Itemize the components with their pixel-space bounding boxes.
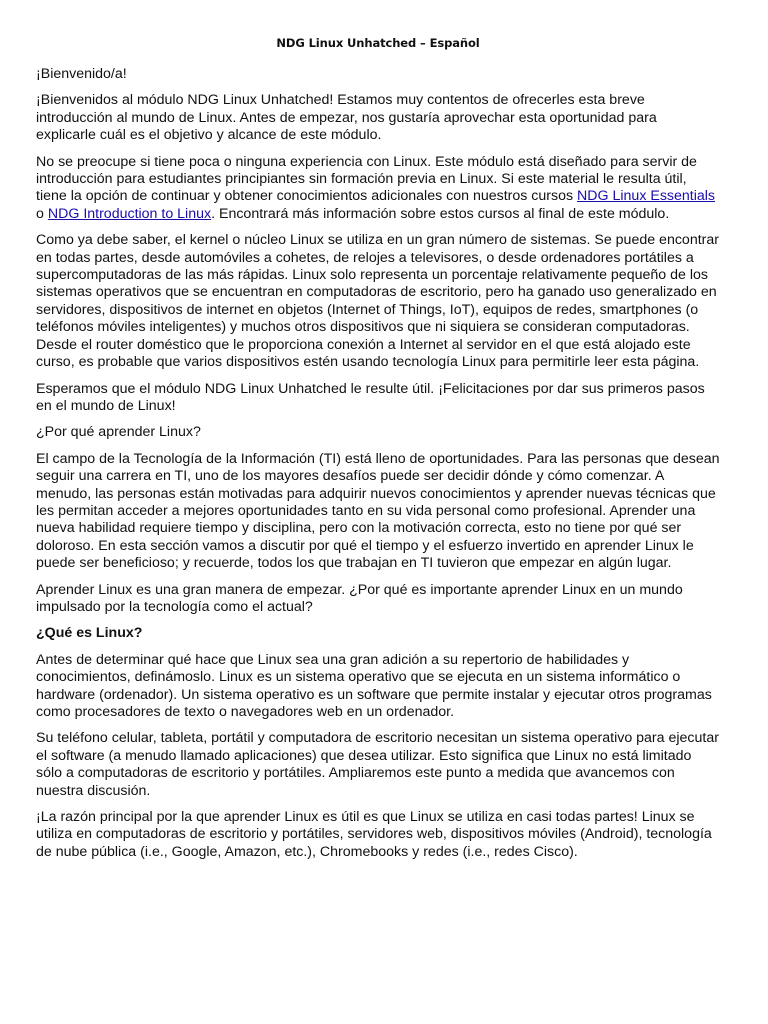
experience-text-middle: o [36,205,48,222]
greeting-paragraph: ¡Bienvenido/a! [36,66,127,82]
devices-paragraph: Su teléfono celular, tableta, portátil y computadora de escritorio necesitan un sistema operativo para ejecutar el software (a menudo llamado aplicaciones) que desea utilizar. Esto significa que Linux no está limitado sólo a computadoras de escritorio y portátiles. Ampliaremos este punto a medida que avancemos con nuestra discusión. [36,730,719,799]
why-learn-linux-question: ¿Por qué aprender Linux? [36,424,201,441]
experience-paragraph [36,154,720,224]
intro-paragraph: ¡Bienvenidos al módulo NDG Linux Unhatched! Estamos muy contentos de ofrecerles esta breve introducción al mundo de Linux. Antes de empezar, nos gustaría aprovechar esta oportunidad para explicarle cuál es el objetivo y alcance de este módulo. [36,92,657,144]
it-field-paragraph: El campo de la Tecnología de la Información (TI) está lleno de oportunidades. Para las personas que desean seguir una carrera en TI, uno de los mayores desafíos puede ser decidir dónde y cómo comenzar. A menudo, las personas están motivadas para adquirir nuevos conocimientos y aprender nuevas técnicas que les permitan acceder a mejores oportunidades tanto en su vida personal como profesional. Aprender una nueva habilidad requiere tiempo y disciplina, pero con la motivación correcta, esto no tiene por qué ser doloroso. En esta sección vamos a discutir por qué el tiempo y el esfuerzo invertido en aprender Linux le puede ser beneficioso; y recuerde, todos los que trabajan en TI tuvieron que empezar en algún lugar. [36,450,720,572]
kernel-paragraph: Como ya debe saber, el kernel o núcleo Linux se utiliza en un gran número de sistemas. Se puede encontrar en todas partes, desde automóviles a cohetes, de relojes a televisores, o desde ordenadores portátiles a supercomputadoras de las más rápidas. Linux solo representa un porcentaje relativamente pequeño de los sistemas operativos que se encuentran en computadoras de escritorio, pero ha ganado uso generalizado en servidores, dispositivos de internet en objetos (Internet of Things, IoT), equipos de redes, smartphones (o teléfonos móviles inteligentes) y muchos otros dispositivos que ni siquiera se consideran computadoras. Desde el router doméstico que le proporciona conexión a Internet al servidor en el que está alojado este curso, es probable que varios dispositivos estén usando tecnología Linux para permitirle leer esta página. [36,232,719,371]
experience-text-after: . Encontrará más información sobre estos cursos al final de este módulo. [211,205,670,222]
welcome-closing-paragraph: Esperamos que el módulo NDG Linux Unhatched le resulte útil. ¡Felicitaciones por dar sus primeros pasos en el mundo de Linux! [36,380,705,414]
what-is-linux-heading: ¿Qué es Linux? [36,625,143,642]
ndg-linux-essentials-link[interactable]: NDG Linux Essentials [577,188,716,205]
definition-paragraph: Antes de determinar qué hace que Linux sea una gran adición a su repertorio de habilidades y conocimientos, definámoslo. Linux es un sistema operativo que se ejecuta en un sistema informático o hardware (ordenador). Un sistema operativo es un software que permite instalar y ejecutar otros programas como procesadores de texto o navegadores web en un ordenador. [36,651,712,720]
main-reason-paragraph: ¡La razón principal por la que aprender Linux es útil es que Linux se utiliza en casi todas partes! Linux se utiliza en computadoras de escritorio y portátiles, servidores web, dispositivos móviles (Android), tecnología de nube pública (i.e., Google, Amazon, etc.), Chromebooks y redes (i.e., redes Cisco). [36,809,712,860]
learn-linux-paragraph: Aprender Linux es una gran manera de empezar. ¿Por qué es importante aprender Linux en un mundo impulsado por la tecnología como el actual? [36,581,683,615]
experience-text-before: No se preocupe si tiene poca o ninguna experiencia con Linux. Este módulo está diseñado para servir de introducción para estudiantes principiantes sin formación previa en Linux. Si este material le resulta útil, tiene la opción de continuar y obtener conocimientos adicionales con nuestros cursos [36,153,697,205]
document-title: NDG Linux Unhatched – Español [276,36,480,50]
ndg-introduction-to-linux-link[interactable]: NDG Introduction to Linux [47,205,212,222]
